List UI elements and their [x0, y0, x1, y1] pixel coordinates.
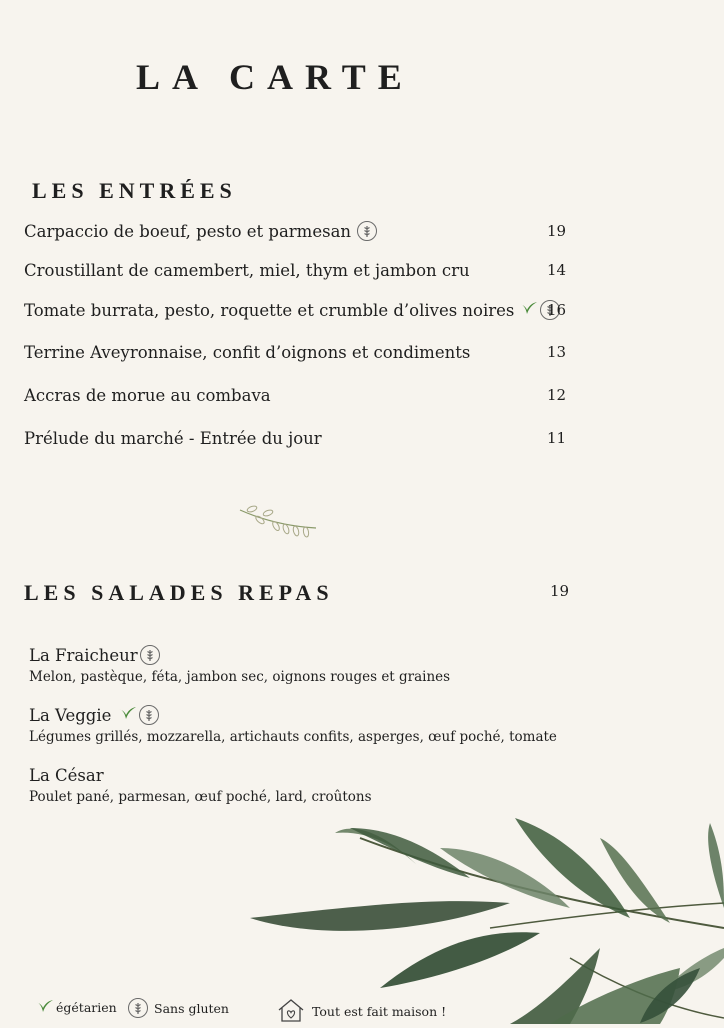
salad-description: Melon, pastèque, féta, jambon sec, oignons rouges et graines — [29, 669, 451, 685]
gluten-free-icon — [139, 705, 159, 725]
item-price: 14 — [547, 261, 567, 279]
item-name: Prélude du marché - Entrée du jour — [24, 428, 322, 448]
salad-name: La Veggie — [29, 705, 112, 725]
page-title: LA CARTE — [136, 57, 414, 97]
item-price: 19 — [547, 222, 567, 240]
legend-homemade — [276, 998, 446, 1025]
item-name: Tomate burrata, pesto, roquette et crumble d’olives noires — [24, 300, 515, 320]
legend-label: Sans gluten — [154, 1000, 229, 1016]
salad-item — [29, 766, 372, 805]
house-heart-icon — [276, 998, 306, 1025]
legend-vegetarian — [34, 998, 117, 1017]
menu-item — [24, 257, 570, 283]
item-name: Croustillant de camembert, miel, thym et jambon cru — [24, 260, 470, 280]
menu-item — [24, 425, 570, 451]
menu-item — [24, 218, 570, 244]
salad-item — [29, 705, 557, 745]
salad-name: La César — [29, 766, 104, 785]
gluten-free-icon — [357, 221, 377, 241]
item-name: Accras de morue au combava — [24, 385, 271, 405]
gluten-free-icon — [140, 645, 160, 665]
menu-item — [24, 297, 570, 323]
item-price: 12 — [547, 386, 567, 404]
olive-branch-illustration — [240, 808, 724, 1028]
item-name: Carpaccio de boeuf, pesto et parmesan — [24, 221, 352, 241]
salad-name: La Fraicheur — [29, 645, 138, 665]
legend-label: égétarien — [56, 1000, 117, 1015]
section-title-entrees: LES ENTRÉES — [32, 178, 237, 203]
salad-item — [29, 645, 450, 685]
salad-description: Poulet pané, parmesan, œuf poché, lard, croûtons — [29, 789, 372, 805]
legend-label: Tout est fait maison ! — [312, 1004, 447, 1019]
vegetarian-icon — [117, 705, 137, 725]
vegetarian-icon — [34, 998, 54, 1017]
sprig-divider-icon — [238, 500, 318, 548]
menu-item — [24, 382, 570, 408]
item-price: 13 — [547, 343, 567, 361]
gluten-free-icon — [128, 998, 148, 1018]
salad-price: 19 — [550, 582, 570, 600]
vegetarian-icon — [518, 300, 538, 320]
salad-description: Légumes grillés, mozzarella, artichauts confits, asperges, œuf poché, tomate — [29, 729, 557, 745]
item-name: Terrine Aveyronnaise, confit d’oignons et condiments — [24, 342, 471, 362]
section-title-salades: LES SALADES REPAS — [24, 580, 334, 605]
item-price: 11 — [547, 429, 567, 447]
menu-item — [24, 339, 570, 365]
legend-gluten-free — [128, 998, 229, 1018]
item-price: 16 — [547, 301, 567, 319]
